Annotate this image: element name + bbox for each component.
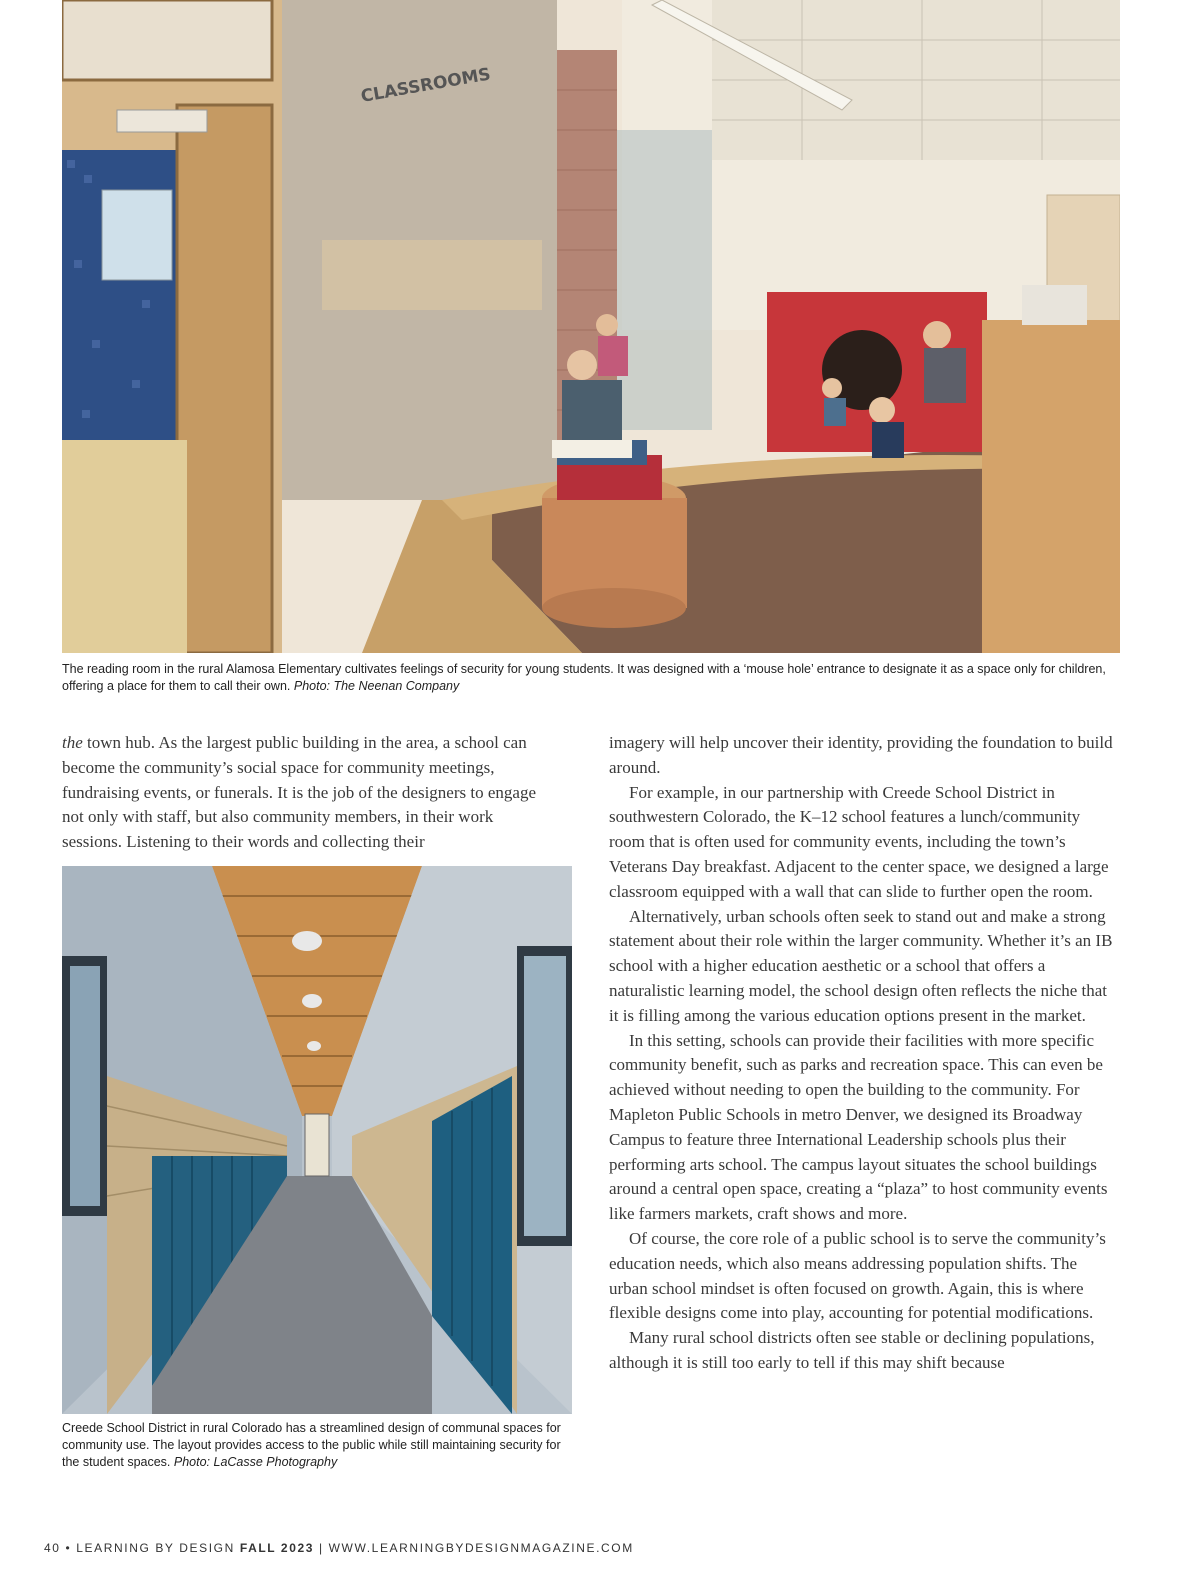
page-footer (44, 1541, 634, 1555)
article-left-column (62, 731, 556, 855)
right-paragraph-6: Many rural school districts often see stable or declining populations, although it is still too early to tell if this may shift because (609, 1328, 1095, 1372)
magazine-website: WWW.LEARNINGBYDESIGNMAGAZINE.COM (328, 1541, 634, 1555)
reading-room-photo (62, 0, 1120, 653)
issue-label: FALL 2023 (239, 1541, 315, 1555)
hallway-illustration (62, 866, 572, 1414)
magazine-name: LEARNING BY DESIGN (76, 1541, 235, 1555)
footer-bullet: • (65, 1541, 72, 1555)
reading-room-illustration (62, 0, 1120, 653)
left-paragraph-text: town hub. As the largest public building in the area, a school can become the community’s social space for community meetings, fundraising events, or funerals. It is the job of the designers to engage not only with staff, but also community members, in their work sessions. Listening to their words and collecting their (62, 733, 536, 852)
right-paragraph-4: In this setting, schools can provide their facilities with more specific community benefit, such as parks and recreation space. This can even be achieved without needing to open the building to the community. For Mapleton Public Schools in metro Denver, we designed its Broadway Campus to feature three International Leadership schools plus their performing arts school. The campus layout situates the school buildings around a central open space, creating a “plaza” to host community events like farmers markets, craft shows and more. (609, 1030, 1108, 1224)
right-paragraph-5: Of course, the core role of a public school is to serve the community’s education needs, which also means addressing population shifts. The urban school mindset is often focused on growth. Again, this is where flexible designs come into play, accounting for potential modifications. (609, 1228, 1106, 1323)
right-paragraph-3: Alternatively, urban schools often seek to stand out and make a strong statement about their role within the larger community. Whether it’s an IB school with a higher education aesthetic or a school that offers a naturalistic learning model, the school design often reflects the niche that it is filling among the various education options present in the market. (609, 906, 1113, 1025)
right-paragraph-2: For example, in our partnership with Creede School District in southwestern Colorado, the K–12 school features a lunch/community room that is often used for community events, including the town’s Veterans Day breakfast. Adjacent to the center space, we designed a large classroom equipped with a wall that can slide to further open the room. (609, 782, 1109, 901)
classrooms-sign: CLASSROOMS (359, 64, 493, 107)
footer-separator: | (318, 1541, 324, 1555)
reading-room-caption-text: The reading room in the rural Alamosa Elementary cultivates feelings of security for young students. It was designed with a ‘mouse hole’ entrance to designate it as a space only for children, offering a place for them to call their own. (62, 662, 1106, 693)
left-paragraph (62, 731, 556, 855)
page-number: 40 (44, 1541, 61, 1555)
hallway-photo-credit: Photo: LaCasse Photography (173, 1455, 338, 1469)
hallway-photo (62, 866, 572, 1414)
reading-room-photo-credit: Photo: The Neenan Company (293, 679, 460, 693)
left-lead-italic: the (62, 733, 83, 752)
reading-room-caption (62, 661, 1122, 695)
right-paragraph-1: imagery will help uncover their identity, providing the foundation to build around. (609, 733, 1113, 777)
hallway-caption (62, 1420, 574, 1471)
hallway-caption-text: Creede School District in rural Colorado has a streamlined design of communal spaces for community use. The layout provides access to the public while still maintaining security for the student spaces. (62, 1421, 561, 1469)
article-right-column (609, 731, 1119, 1376)
